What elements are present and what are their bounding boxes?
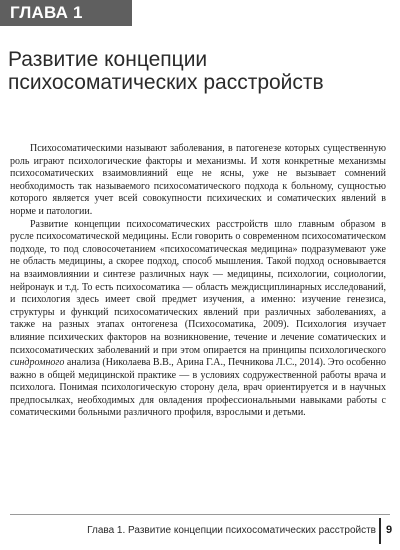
paragraph-text: анализа (Николаева В.В., Арина Г.А., Печникова Л.С., 2014). Это особенно важно в общей медицинской практике — в условиях содружественной работы врача и психолога. Понимая психологическую сторону дела, врач ориентируется и в научных предпосылках, необходимых для овладения профессиональными навыками работы с соматическими больными различного профиля, взрослыми и детьми. <box>10 357 386 419</box>
paragraph <box>10 219 386 421</box>
body-text <box>10 143 386 420</box>
footer-separator <box>379 518 381 544</box>
footer-rule <box>10 514 390 515</box>
paragraph <box>10 143 386 219</box>
paragraph-text: Развитие концепции психосоматических расстройств шло главным образом в русле психосоматической медицины. Если говорить о современном психосоматическом подходе, то под словосочетанием «психосоматическая медицина» подразумевают уже не область медицины, а скорее подход, способ мышления. Такой подход основывается на взаимовлиянии и синтезе различных наук — медицины, психологии, социологии, нейронаук и т.д. То есть психосоматика — область междисциплинарных исследований, и психология здесь имеет свой предмет изучения, а именно: изучение генезиса, структуры и функций психосоматических явлений при различных заболеваниях, а также на разных этапах онтогенеза (Психосоматика, 2009). Психология изучает влияние психических факторов на возникновение, течение и лечение соматических и психосоматических заболеваний и при этом опирается на принципы психологического <box>10 218 386 356</box>
chapter-label: ГЛАВА 1 <box>10 3 83 22</box>
emphasis-text: синдромного <box>10 357 65 369</box>
running-title: Глава 1. Развитие концепции психосоматических расстройств <box>87 525 376 536</box>
paragraph-text: Психосоматическими называют заболевания, в патогенезе которых существенную роль играют психологические факторы и механизмы. И хотя конкретные механизмы психосоматических взаимовлияний еще не ясны, уже не вызывает сомнений необходимость так называемого психосоматического подхода к больному, сущностью которого является учет всей совокупности психических и соматических явлений в норме и патологии. <box>10 143 386 217</box>
chapter-title: Развитие концепции психосоматических расстройств <box>8 48 324 94</box>
chapter-label-bar <box>0 0 132 26</box>
page-number: 9 <box>386 524 393 536</box>
